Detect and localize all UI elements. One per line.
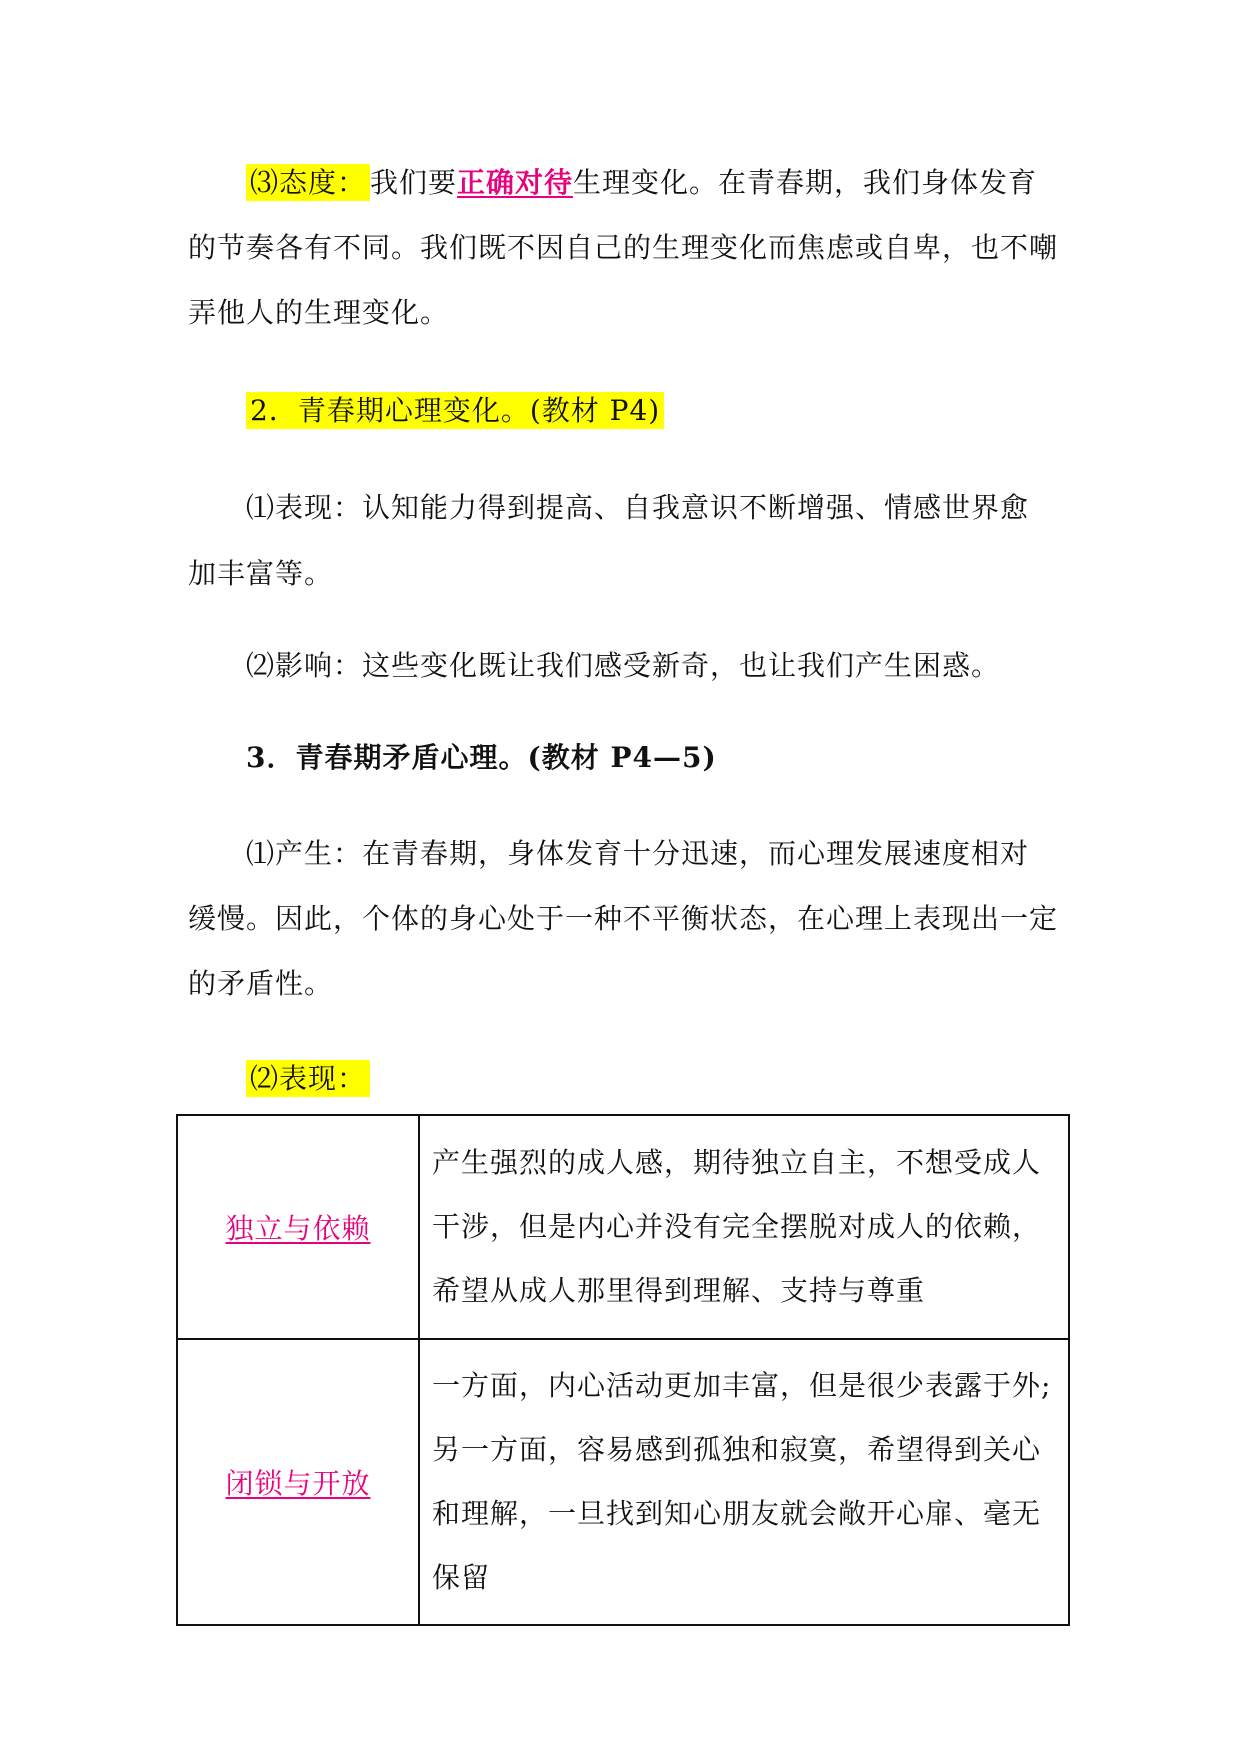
section-2-heading-text: 2．青春期心理变化。(教材 P4) [246, 392, 664, 429]
desc-line: 产生强烈的成人感，期待独立自主，不想受成人 [432, 1146, 1042, 1179]
table-row [177, 1339, 1069, 1625]
section-3-item-1-line-2: 缓慢。因此，个体的身心处于一种不平衡状态，在心理上表现出一定 [188, 902, 1059, 935]
attitude-label: ⑶态度： [246, 164, 370, 201]
row-label-independence: 独立与依赖 [225, 1212, 371, 1245]
table-label-cell [177, 1115, 419, 1339]
row-label-closed-open: 闭锁与开放 [225, 1467, 371, 1500]
attitude-text-after: 生理变化。在青春期，我们身体发育 [573, 166, 1038, 199]
table-desc-cell [419, 1115, 1069, 1339]
attitude-emphasis: 正确对待 [457, 166, 574, 199]
section-2-item-2: ⑵影响：这些变化既让我们感受新奇，也让我们产生困惑。 [246, 649, 1001, 682]
table-label-cell [177, 1339, 419, 1625]
section-3-item-1-line-3: 的矛盾性。 [188, 967, 334, 1000]
section-2-heading [246, 391, 664, 431]
desc-line: 希望从成人那里得到理解、支持与尊重 [432, 1274, 926, 1307]
section-3-item-1-line-1: ⑴产生：在青春期，身体发育十分迅速，而心理发展速度相对 [246, 837, 1030, 870]
desc-line: 一方面，内心活动更加丰富，但是很少表露于外; [432, 1369, 1052, 1402]
section-2-item-1-line-1: ⑴表现：认知能力得到提高、自我意识不断增强、情感世界愈 [246, 491, 1030, 524]
table-row [177, 1115, 1069, 1339]
section-2-item-1-line-2: 加丰富等。 [188, 557, 334, 590]
attitude-line-1 [246, 163, 1037, 203]
contradiction-table [176, 1114, 1070, 1626]
desc-line: 干涉，但是内心并没有完全摆脱对成人的依赖， [432, 1210, 1042, 1243]
attitude-line-3: 弄他人的生理变化。 [188, 296, 450, 329]
attitude-text-before: 我们要 [370, 166, 458, 199]
desc-line: 和理解，一旦找到知心朋友就会敞开心扉、毫无 [432, 1497, 1042, 1530]
desc-line: 保留 [432, 1561, 491, 1594]
attitude-line-2: 的节奏各有不同。我们既不因自己的生理变化而焦虑或自卑，也不嘲 [188, 231, 1059, 264]
section-3-heading: 3．青春期矛盾心理。(教材 P4—5) [246, 741, 717, 774]
desc-line: 另一方面，容易感到孤独和寂寞，希望得到关心 [432, 1433, 1042, 1466]
section-3-item-2-label: ⑵表现： [246, 1060, 370, 1097]
section-3-item-2 [246, 1059, 370, 1099]
table-desc-cell [419, 1339, 1069, 1625]
